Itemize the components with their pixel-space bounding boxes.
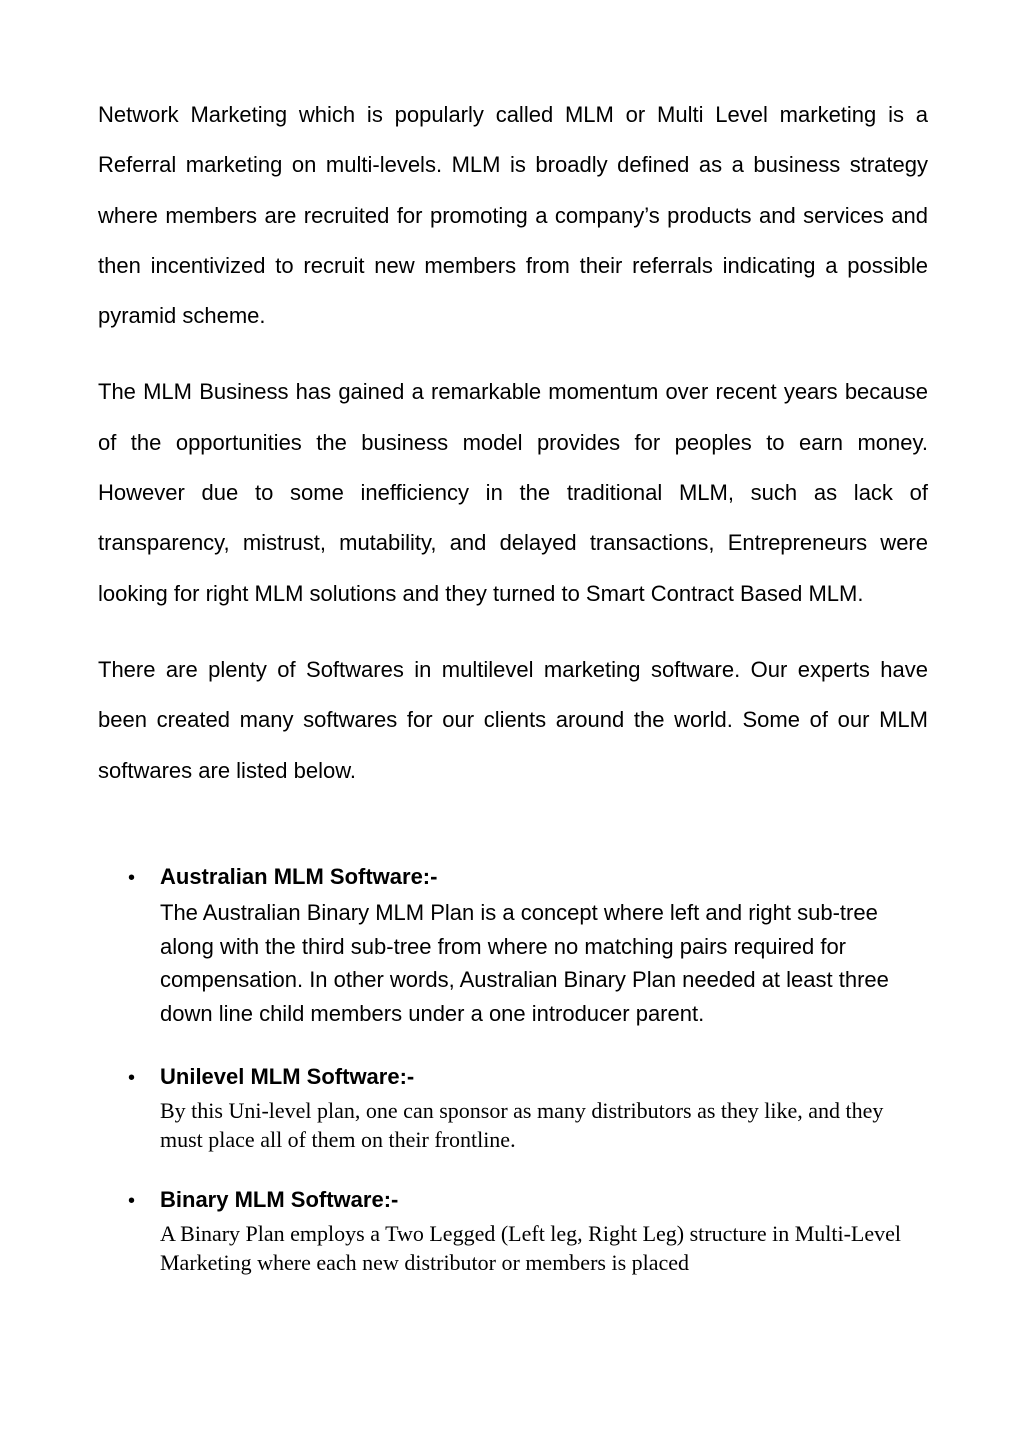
software-list	[98, 862, 928, 1277]
bullet-icon: •	[128, 867, 136, 889]
momentum-paragraph: The MLM Business has gained a remarkable momentum over recent years because of the opportunities the business model provides for peoples to earn money. However due to some inefficiency in the traditional MLM, such as lack of transparency, mistrust, mutability, and delayed transactions, Entrepreneurs were looking for right MLM solutions and they turned to Smart Contract Based MLM.	[98, 379, 928, 606]
bullet-icon: •	[128, 1067, 136, 1089]
document-page	[98, 90, 928, 1275]
list-item	[98, 1185, 928, 1277]
softwares-paragraph: There are plenty of Softwares in multilevel marketing software. Our experts have been created many softwares for our clients around the world. Some of our MLM softwares are listed below.	[98, 656, 928, 783]
intro-paragraph: Network Marketing which is popularly called MLM or Multi Level marketing is a Referral marketing on multi-levels. MLM is broadly defined as a business strategy where members are recruited for promoting a company’s products and services and then incentivized to recruit new members from their referrals indicating a possible pyramid scheme.	[98, 102, 928, 329]
unilevel-mlm-title: Unilevel MLM Software:-	[160, 1064, 415, 1089]
unilevel-mlm-description: By this Uni-level plan, one can sponsor as many distributors as they like, and they must place all of them on their frontline.	[160, 1098, 884, 1152]
list-item	[98, 1062, 928, 1154]
bullet-icon: •	[128, 1190, 136, 1212]
binary-mlm-description: A Binary Plan employs a Two Legged (Left leg, Right Leg) structure in Multi-Level Marketing where each new distributor or members is placed	[160, 1221, 901, 1275]
australian-mlm-title: Australian MLM Software:-	[160, 864, 438, 889]
binary-mlm-title: Binary MLM Software:-	[160, 1187, 399, 1212]
list-item	[98, 862, 928, 1030]
australian-mlm-description: The Australian Binary MLM Plan is a concept where left and right sub-tree along with the third sub-tree from where no matching pairs required for compensation. In other words, Australian Binary Plan needed at least three down line child members under a one introducer parent.	[160, 900, 889, 1026]
